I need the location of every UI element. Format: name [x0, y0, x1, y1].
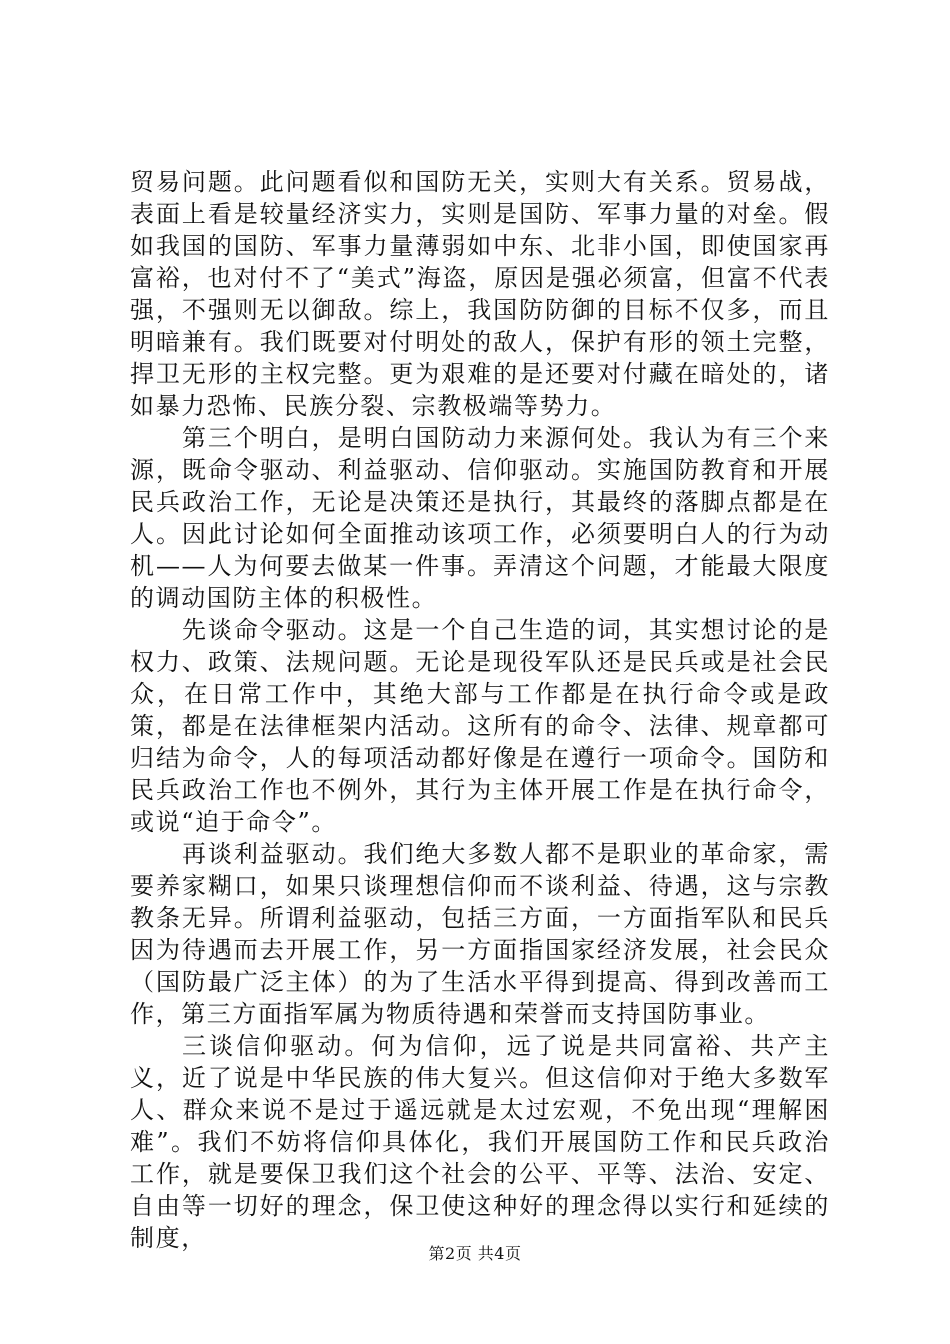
paragraph-3: 先谈命令驱动。这是一个自己生造的词，其实想讨论的是权力、政策、法规问题。无论是现役军队还是民兵或是社会民众，在日常工作中，其绝大部与工作都是在执行命令或是政策，都是在法律框架内活动。这所有的命令、法律、规章都可归结为命令，人的每项活动都好像是在遵行一项命令。国防和民兵政治工作也不例外，其行为主体开展工作是在执行命令，或说“迫于命令”。 — [130, 616, 830, 836]
paragraph-5: 三谈信仰驱动。何为信仰，远了说是共同富裕、共产主义，近了说是中华民族的伟大复兴。但这信仰对于绝大多数军人、群众来说不是过于遥远就是太过宏观，不免出现“理解困难”。我们不妨将信仰具体化，我们开展国防工作和民兵政治工作，就是要保卫我们这个社会的公平、平等、法治、安定、自由等一切好的理念，保卫使这种好的理念得以实行和延续的制度， — [130, 1032, 830, 1252]
paragraph-4: 再谈利益驱动。我们绝大多数人都不是职业的革命家，需要养家糊口，如果只谈理想信仰而不谈利益、待遇，这与宗教教条无异。所谓利益驱动，包括三方面，一方面指军队和民兵因为待遇而去开展工作，另一方面指国家经济发展，社会民众（国防最广泛主体）的为了生活水平得到提高、得到改善而工作，第三方面指军属为物质待遇和荣誉而支持国防事业。 — [130, 840, 830, 1028]
paragraph-1: 贸易问题。此问题看似和国防无关，实则大有关系。贸易战，表面上看是较量经济实力，实则是国防、军事力量的对垒。假如我国的国防、军事力量薄弱如中东、北非小国，即使国家再富裕，也对付不了“美式”海盗，原因是强必须富，但富不代表强，不强则无以御敌。综上，我国防防御的目标不仅多，而且明暗兼有。我们既要对付明处的敌人，保护有形的领土完整，捍卫无形的主权完整。更为艰难的是还要对付藏在暗处的，诸如暴力恐怖、民族分裂、宗教极端等势力。 — [130, 168, 830, 420]
document-body — [130, 166, 830, 1254]
paragraph-2: 第三个明白，是明白国防动力来源何处。我认为有三个来源，既命令驱动、利益驱动、信仰驱动。实施国防教育和开展民兵政治工作，无论是决策还是执行，其最终的落脚点都是在人。因此讨论如何全面推动该项工作，必须要明白人的行为动机——人为何要去做某一件事。弄清这个问题，才能最大限度的调动国防主体的积极性。 — [130, 424, 830, 612]
page-number-footer: 第2页 共4页 — [428, 1244, 522, 1263]
